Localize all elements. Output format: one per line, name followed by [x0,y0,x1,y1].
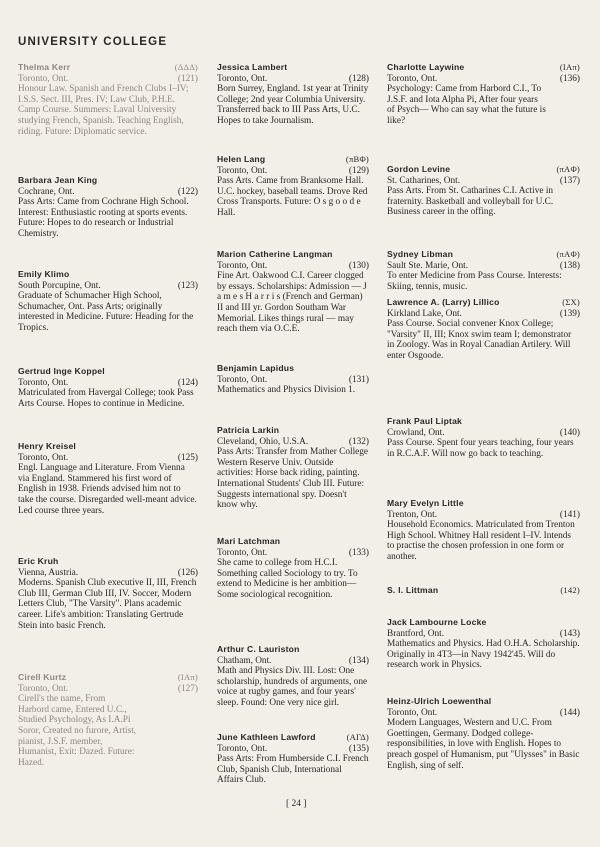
entry-number: (142) [560,585,580,595]
hometown: St. Catharines, Ont. [387,175,461,186]
student-entry [387,164,580,218]
student-bio: Pass Arts: Came from Cochrane High School. Interest: Enthusiastic rooting at sports events. Future: Hopes to do research or Industrial Chemistry. [18,197,189,239]
student-entry [387,416,580,459]
entry-number: (126) [177,567,198,578]
fraternity: (πAΦ) [556,249,580,259]
fraternity: (πBΦ) [345,154,369,164]
student-bio: Engl. Language and Literature. From Vienna via England. Stammered his first word of English in 1938. Friends advised him not to take the course. Disregarded well-meant advice. Led course three years. [18,463,197,516]
hometown: South Porcupine, Ont. [18,280,101,291]
entry-number: (139) [559,308,580,319]
student-entry [387,585,580,597]
student-bio: Pass Arts: From Humberside C.I. French Club, Spanish Club, International Affairs Club. [217,754,369,786]
student-bio: Honour Law. Spanish and French Clubs I–IV; I.S.S. Sect. III, Pres. IV; Law Club, P.H.E. Camp Course. Summers: Laval University studying French, Spanish. Teaching English, riding. Future: Diplomatic service. [18,84,189,137]
student-name: Thelma Kerr [18,62,71,72]
student-entry [18,366,198,409]
student-name: Barbara Jean King [18,175,98,185]
student-entry [217,363,369,396]
hometown: Toronto, Ont. [18,683,69,694]
entry-number: (129) [348,165,369,176]
student-entry [18,441,198,516]
student-bio: She came to college from H.C.I. Something called Sociology to try. To extend to Medicine is her ambition— Some sociological recognition. [217,558,358,600]
student-entry [18,672,198,768]
entry-number: (127) [177,683,198,694]
student-name: Patricia Larkin [217,425,280,435]
student-entry [387,297,580,362]
student-bio: Pass Course. Spent four years teaching, four years in R.C.A.F. Will now go back to teaching. [387,438,574,459]
student-entry [217,732,369,786]
student-bio: Matriculated from Havergal College; took Pass Arts Course. Hopes to continue in Medicine. [18,388,194,409]
entry-number: (138) [559,260,580,271]
entry-number: (136) [559,73,580,84]
student-name: Gertrud Inge Koppel [18,366,105,376]
student-name: Marion Catherine Langman [217,249,333,259]
hometown: Chatham, Ont. [217,655,272,666]
fraternity: (IAπ) [177,672,198,682]
hometown: Toronto, Ont. [217,374,268,385]
entry-number: (141) [559,509,580,520]
hometown: Toronto, Ont. [217,165,268,176]
student-name: Benjamin Lapidus [217,363,295,373]
student-name: Eric Kruh [18,556,59,566]
student-entry [217,249,369,335]
student-entry [18,175,198,240]
hometown: Toronto, Ont. [217,743,268,754]
student-bio: Mathematics and Physics. Had O.H.A. Scholarship. Originally in 4T3—in Navy 1942'45. Will do research work in Physics. [387,639,580,671]
student-bio: Moderns. Spanish Club executive II, III, French Club III, German Club III, IV. Soccer, Modern Letters Club, "The Varsity". Plans academic career. Life's ambition: Translating Gertrude Stein into basic French. [18,578,197,631]
student-entry [217,154,369,219]
entry-number: (124) [177,377,198,388]
student-entry [387,498,580,563]
student-bio: Pass Course. Social convener Knox College; "Varsity" II, III; Knox swim team I; demonstrator in Zoology. Was in Royal Canadian Artilery. Will enter Osgoode. [387,319,572,361]
student-bio: Cirell's the name, From Harbord came, Entered U.C., Studied Psychology, As I.A.Pi Soror, Created no furore, Artist, pianist, J.S.F. member, Humanist, Exit: Dazed. Future: Hazed. [18,694,137,768]
student-entry [217,425,369,511]
student-name: Henry Kreisel [18,441,77,451]
hometown: Cleveland, Ohio, U.S.A. [217,436,309,447]
student-name: Jack Lambourne Locke [387,617,487,627]
fraternity: (πAΦ) [556,164,580,174]
student-bio: Graduate of Schumacher High School, Schumacher, Ont. Pass Arts; originally interested in Medicine. Future: Heading for the Tropics. [18,291,194,333]
fraternity: (ΣΧ) [562,297,580,307]
entry-number: (137) [559,175,580,186]
student-name: Gordon Levine [387,164,451,174]
entry-number: (134) [348,655,369,666]
student-bio: Modern Languages, Western and U.C. From Goettingen, Germany. Dodged college-responsibilities, in love with English. Hopes to preach gospel of Humanism, put "Ulysses" in Basic English, sing of self. [387,718,580,771]
page-number: [ 24 ] [286,799,307,809]
student-bio: To enter Medicine from Pass Course. Interests: Skiing, tennis, music. [387,271,562,292]
student-name: Mary Evelyn Little [387,498,464,508]
hometown: Toronto, Ont. [18,73,69,84]
student-name: Frank Paul Liptak [387,416,463,426]
student-bio: Pass Arts: Transfer from Mather College Western Reserve Univ. Outside activities: Horse back riding, painting. International Students' Club III. Future: Suggests international spy. Doesn't know why. [217,447,369,511]
student-bio: Born Surrey, England. 1st year at Trinity College; 2nd year Columbia University. Transferred back to III Pass Arts, U.C. Hopes to take Journalism. [217,84,369,126]
student-bio: Psychology: Came from Harbord C.I., To J.S.F. and Iota Alpha Pi, After four years of Psych— Who can say what the future is like? [387,84,546,126]
student-name: Jessica Lambert [217,62,288,72]
student-name: Sydney Libman [387,249,454,259]
hometown: Toronto, Ont. [387,73,438,84]
student-entry [18,556,198,631]
student-bio: Pass Arts. Came from Branksome Hall. U.C. hockey, baseball teams. Drove Red Cross Transports. Future: O s g o o d e Hall. [217,176,368,218]
entry-number: (130) [348,260,369,271]
student-entry [217,536,369,601]
fraternity: (IAπ) [559,62,580,72]
hometown: Vienna, Austria. [18,567,79,578]
entry-number: (123) [177,280,198,291]
student-entry [217,644,369,709]
hometown: Toronto, Ont. [18,377,69,388]
student-bio: Mathematics and Physics Division 1. [217,385,356,396]
page-header: UNIVERSITY COLLEGE [18,36,168,48]
entry-number: (131) [348,374,369,385]
hometown: Toronto, Ont. [217,547,268,558]
hometown: Cochrane, Ont. [18,186,75,197]
student-bio: Pass Arts. From St. Catharines C.I. Active in fraternity. Basketball and volleyball for U.C. Business career in the offing. [387,186,554,218]
entry-number: (144) [559,707,580,718]
entry-number: (125) [177,452,198,463]
student-name: Heinz-Ulrich Loewenthal [387,696,492,706]
student-bio: Fine Art. Oakwood C.I. Career clogged by essays. Scholarships: Admission — J a m e s H a r r i s (French and German) II and III yr. Gordon Southam War Memorial. Likes things rural — may reach them via O.C.E. [217,271,367,335]
student-bio: Household Economics. Matriculated from Trenton High School. Whitney Hall resident I–IV. Intends to practise the chosen profession in one form or another. [387,520,575,562]
entry-number: (135) [348,743,369,754]
entry-number: (133) [348,547,369,558]
entry-number: (132) [348,436,369,447]
hometown: Toronto, Ont. [18,452,69,463]
entry-number: (140) [559,427,580,438]
student-name: Mari Latchman [217,536,281,546]
entry-number: (122) [177,186,198,197]
hometown: Kirkland Lake, Ont. [387,308,462,319]
student-entry [387,617,580,671]
student-entry [387,62,580,127]
hometown: Trenton, Ont. [387,509,438,520]
student-name: Emily Klimo [18,269,70,279]
student-entry [387,696,580,771]
hometown: Brantford, Ont. [387,628,445,639]
hometown: Sault Ste. Marie, Ont. [387,260,469,271]
student-name: S. I. Littman [387,585,439,595]
student-name: June Kathleen Lawford [217,732,316,742]
hometown: Toronto, Ont. [387,707,438,718]
student-entry [18,62,198,137]
hometown: Toronto, Ont. [217,260,268,271]
student-name: Lawrence A. (Larry) Lillico [387,297,500,307]
hometown: Crowland, Ont. [387,427,445,438]
student-name: Charlotte Laywine [387,62,465,72]
student-entry [387,249,580,292]
student-name: Arthur C. Lauriston [217,644,300,654]
student-name: Helen Lang [217,154,266,164]
student-entry [217,62,369,127]
hometown: Toronto, Ont. [217,73,268,84]
entry-number: (121) [177,73,198,84]
entry-number: (128) [348,73,369,84]
student-entry [18,269,198,334]
student-bio: Math and Physics Div. III. Lost: One scholarship, hundreds of arguments, one voice at rugby games, and four years' sleep. Found: One very nice girl. [217,666,368,708]
student-name: Cirell Kurtz [18,672,67,682]
fraternity: (AΓΔ) [346,732,369,742]
entry-number: (143) [559,628,580,639]
fraternity: (ΔΔΔ) [174,62,198,72]
